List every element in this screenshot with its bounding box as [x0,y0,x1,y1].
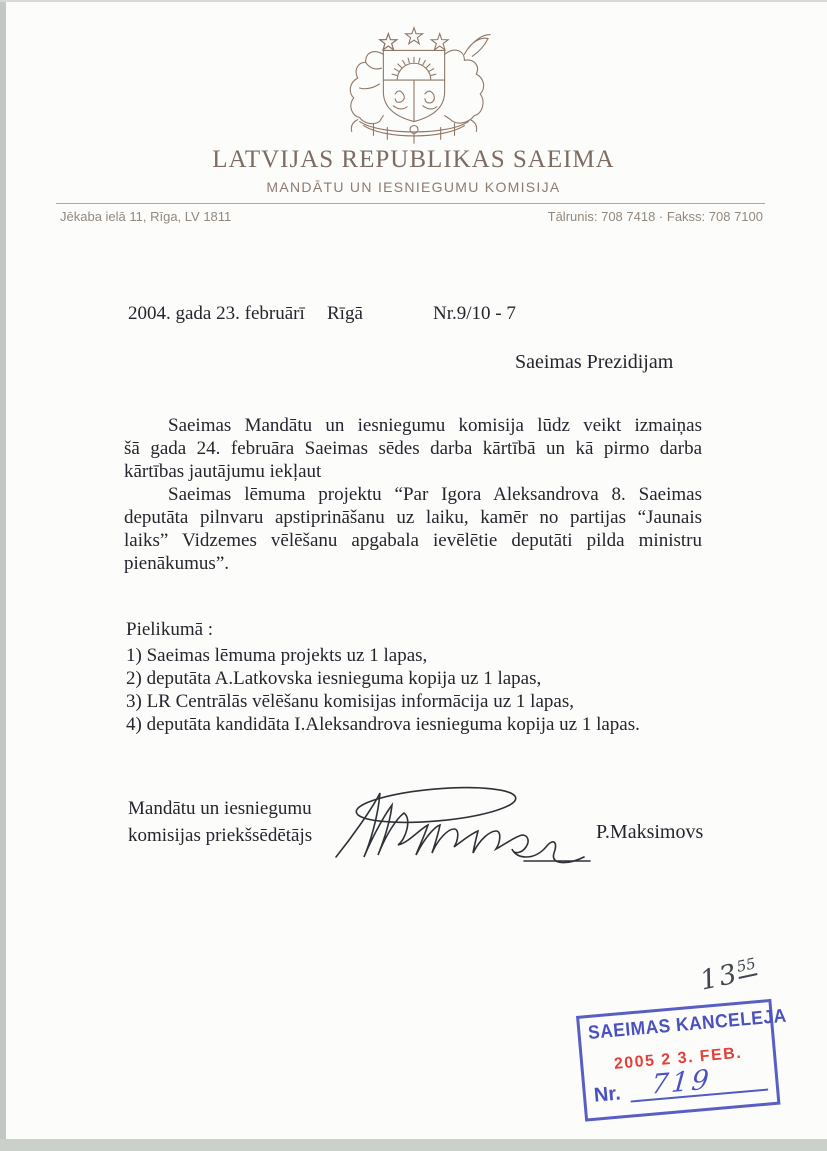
letterhead-divider [56,203,765,204]
signer-name: P.Maksimovs [596,821,704,843]
attachment-item: 3) LR Centrālās vēlēšanu komisijas informācija uz 1 lapas, [126,691,574,712]
paragraph-line: laiks” Vidzemes vēlēšanu apgabala ievēlētie deputāti pilda ministru [124,530,702,551]
latvia-coat-of-arms-icon [330,24,498,146]
committee-name: MANDĀTU UN IESNIEGUMU KOMISIJA [266,179,561,195]
handwritten-time-hours: 13 [697,958,742,997]
attachments-label: Pielikumā : [126,619,214,640]
document-date: 2004. gada 23. februārī [128,303,305,324]
paragraph-line: deputāta pilnvaru apstiprināšanu uz laiku, kamēr no partijas “Jaunais [124,507,702,528]
paragraph-line: Saeimas lēmuma projektu “Par Igora Aleksandrova 8. Saeimas [168,484,702,505]
paragraph-line: šā gada 24. februāra Saeimas sēdes darba kārtībā un kā pirmo darba [124,438,702,459]
stamp-date: 2005 2 3. FEB. [613,1044,743,1073]
scan-edge-bottom [0,1139,827,1151]
handwritten-time-minutes: 55 [735,954,758,979]
document-number: Nr.9/10 - 7 [433,303,516,324]
letterhead-address: Jēkaba ielā 11, Rīga, LV 1811 [60,209,232,224]
handwritten-time-note [697,954,760,996]
stamp-number-value: 719 [649,1064,714,1101]
attachments-section [126,618,726,736]
registration-stamp [576,999,788,1122]
stamp-number-label: Nr. [593,1082,622,1107]
organization-name: LATVIJAS REPUBLIKAS SAEIMA [212,146,615,173]
signer-title [128,795,338,849]
signer-title-line2: komisijas priekšsēdētājs [128,825,313,846]
recipient: Saeimas Prezidijam [515,351,674,373]
attachment-item: 1) Saeimas lēmuma projekts uz 1 lapas, [126,645,428,666]
signer-title-line1: Mandātu un iesniegumu [128,798,312,819]
document-city: Rīgā [327,303,363,324]
letterhead-contacts: Tālrunis: 708 7418 · Fakss: 708 7100 [547,209,763,224]
body-text [124,414,702,575]
attachment-item: 2) deputāta A.Latkovska iesnieguma kopija uz 1 lapas, [126,668,542,689]
signature-scribble [328,777,628,873]
scan-edge-top [0,0,827,2]
paragraph-line: Saeimas Mandātu un iesniegumu komisija lūdz veikt izmaiņas [168,415,702,436]
paragraph-line: kārtības jautājumu iekļaut [124,461,322,482]
attachment-item: 4) deputāta kandidāta I.Aleksandrova iesnieguma kopija uz 1 lapas. [126,714,640,735]
signature-block [128,795,708,875]
paragraph-line: pienākumus”. [124,553,230,574]
stamp-office-name: SAEIMAS KANCELEJA [587,1005,788,1044]
date-row [0,302,827,328]
